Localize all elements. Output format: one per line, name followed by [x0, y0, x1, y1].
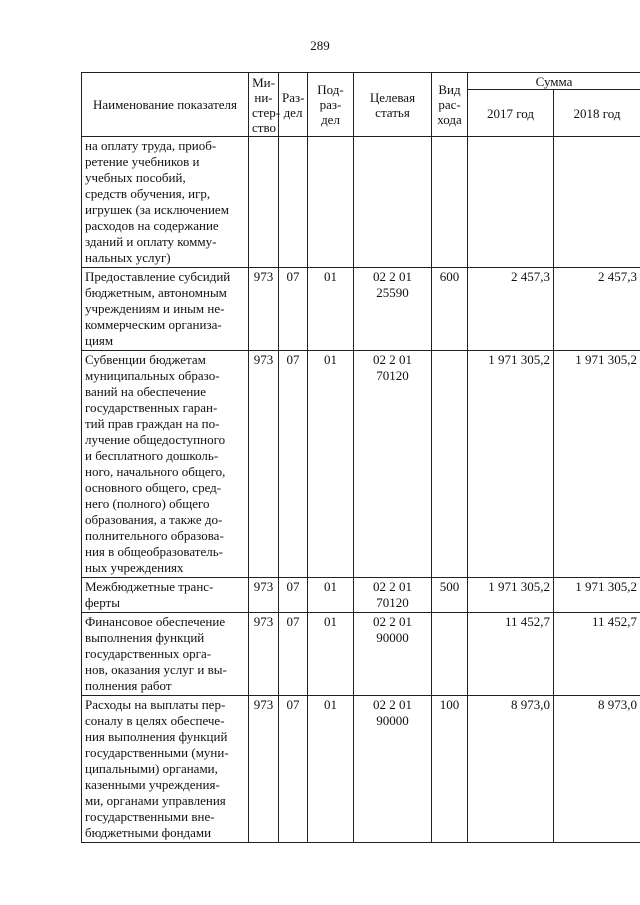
col-header-section: Раз- дел: [279, 73, 308, 137]
row-target: 02 2 01 70120: [354, 351, 432, 578]
row-expense-type: 600: [432, 268, 468, 351]
row-ministry: 973: [249, 613, 279, 696]
row-name: Межбюджетные транс- ферты: [82, 578, 249, 613]
header-row-top: [82, 73, 640, 90]
row-expense-type: [432, 137, 468, 268]
row-subsection: 01: [308, 268, 354, 351]
row-sum-2017: 2 457,3: [468, 268, 554, 351]
row-sum-2017: 8 973,0: [468, 696, 554, 843]
col-header-sum: Сумма: [468, 73, 640, 90]
row-section: 07: [279, 351, 308, 578]
row-ministry: 973: [249, 351, 279, 578]
row-expense-type: [432, 613, 468, 696]
table-row: [82, 351, 640, 578]
row-sum-2018: [554, 137, 640, 268]
row-target: 02 2 01 25590: [354, 268, 432, 351]
col-header-expense-type: Вид рас- хода: [432, 73, 468, 137]
col-header-name: Наименование показателя: [82, 73, 249, 137]
row-sum-2017: [468, 137, 554, 268]
row-name: Предоставление субсидий бюджетным, автономным учреждениям и иным не- коммерческим организа- циям: [82, 268, 249, 351]
budget-table: [81, 72, 640, 843]
col-header-2018: 2018 год: [554, 90, 640, 137]
table-row: [82, 578, 640, 613]
row-expense-type: 100: [432, 696, 468, 843]
col-header-2017: 2017 год: [468, 90, 554, 137]
row-name: Субвенции бюджетам муниципальных образо- ваний на обеспечение государственных гаран- тий прав граждан на по- лучение общедоступного и бесплатного дошколь- ного, начального общего, основного общего, сред- него (полного) общего образования, а также до- полнительного образова- ния в общеобразователь- ных учреждениях: [82, 351, 249, 578]
table-row: [82, 268, 640, 351]
page-number: 289: [310, 38, 330, 53]
row-target: 02 2 01 90000: [354, 696, 432, 843]
row-section: 07: [279, 696, 308, 843]
row-ministry: 973: [249, 578, 279, 613]
row-section: 07: [279, 613, 308, 696]
row-name: Расходы на выплаты пер- соналу в целях обеспече- ния выполнения функций государственными (муни- ципальными) органами, казенными учреждения- ми, органами управления государственными вне- бюджетными фондами: [82, 696, 249, 843]
row-sum-2018: 2 457,3: [554, 268, 640, 351]
row-section: [279, 137, 308, 268]
table-row: [82, 696, 640, 843]
row-expense-type: 500: [432, 578, 468, 613]
row-subsection: 01: [308, 578, 354, 613]
col-header-target: Целевая статья: [354, 73, 432, 137]
row-subsection: 01: [308, 351, 354, 578]
row-sum-2017: 11 452,7: [468, 613, 554, 696]
row-target: 02 2 01 90000: [354, 613, 432, 696]
row-ministry: [249, 137, 279, 268]
row-section: 07: [279, 578, 308, 613]
row-ministry: 973: [249, 268, 279, 351]
row-name: на оплату труда, приоб- ретение учебников и учебных пособий, средств обучения, игр, игрушек (за исключением расходов на содержание зданий и оплату комму- нальных услуг): [82, 137, 249, 268]
row-sum-2018: 11 452,7: [554, 613, 640, 696]
row-target: 02 2 01 70120: [354, 578, 432, 613]
row-ministry: 973: [249, 696, 279, 843]
row-expense-type: [432, 351, 468, 578]
row-sum-2017: 1 971 305,2: [468, 351, 554, 578]
row-subsection: 01: [308, 696, 354, 843]
row-sum-2018: 8 973,0: [554, 696, 640, 843]
row-subsection: [308, 137, 354, 268]
row-sum-2018: 1 971 305,2: [554, 351, 640, 578]
table-row: [82, 137, 640, 268]
row-sum-2018: 1 971 305,2: [554, 578, 640, 613]
row-section: 07: [279, 268, 308, 351]
row-sum-2017: 1 971 305,2: [468, 578, 554, 613]
table-row: [82, 613, 640, 696]
row-target: [354, 137, 432, 268]
row-subsection: 01: [308, 613, 354, 696]
col-header-subsection: Под- раз- дел: [308, 73, 354, 137]
col-header-ministry: Ми- ни- стер- ство: [249, 73, 279, 137]
row-name: Финансовое обеспечение выполнения функций государственных орга- нов, оказания услуг и вы- полнения работ: [82, 613, 249, 696]
